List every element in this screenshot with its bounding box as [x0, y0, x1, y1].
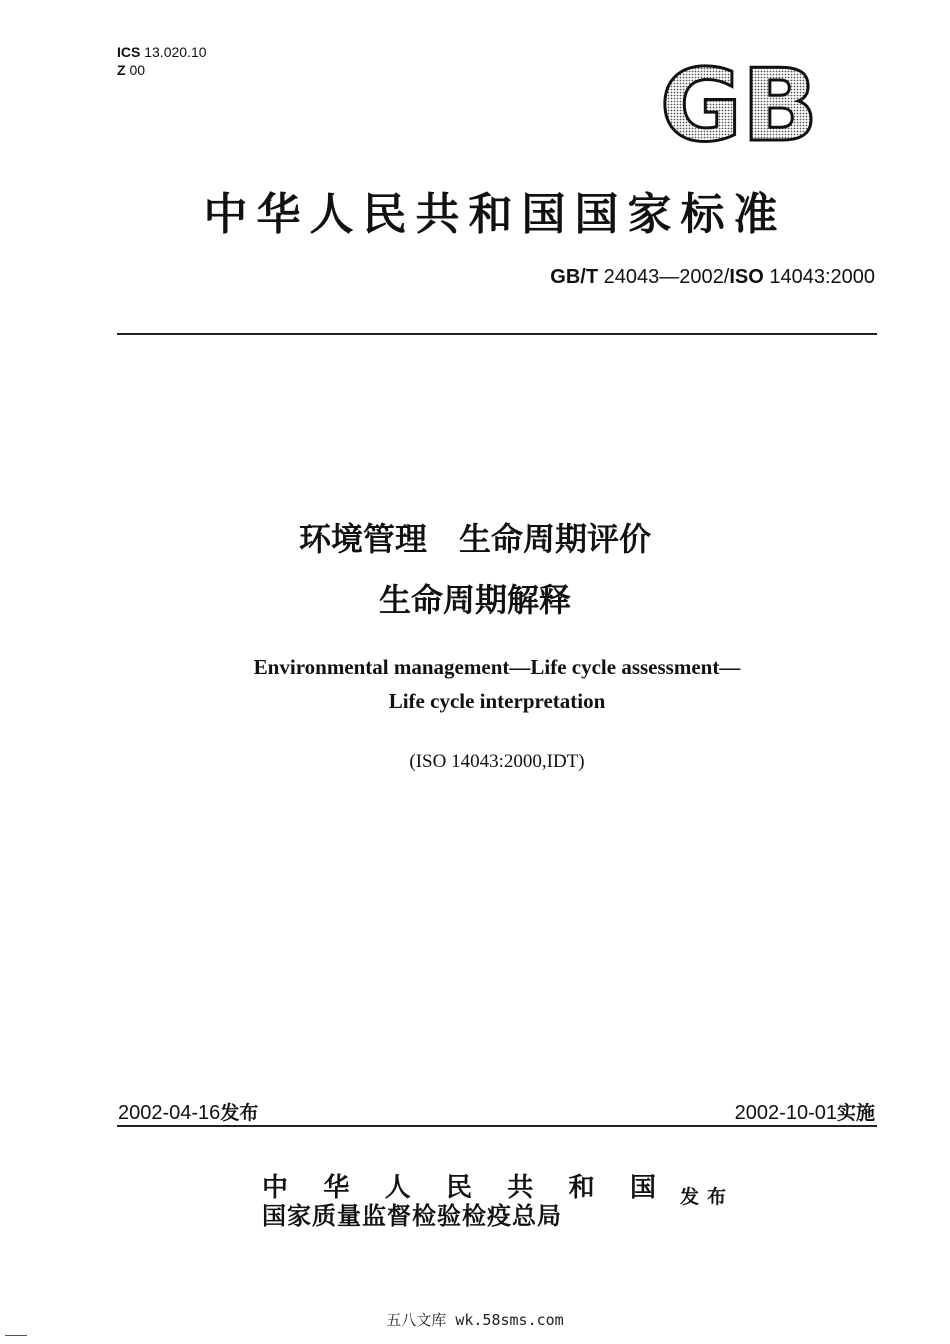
code-prefix: GB/T	[550, 266, 599, 288]
issuer-char: 华	[323, 1173, 350, 1203]
ics-label: ICS	[117, 44, 141, 60]
issuer-char: 共	[507, 1173, 534, 1203]
ics-code: 13.020.10	[144, 44, 207, 60]
implement-date	[735, 1098, 875, 1125]
ics-classification	[117, 43, 207, 79]
issuer-char: 中	[262, 1173, 289, 1203]
issuer-line2: 国家质量监督检验检疫总局	[262, 1202, 562, 1230]
implement-label: 实施	[836, 1102, 875, 1124]
publish-label: 发布	[220, 1102, 259, 1124]
standard-code	[550, 266, 875, 289]
title-cn-line1: 环境管理 生命周期评价	[298, 520, 651, 558]
iso-number: 14043:2000	[769, 266, 875, 288]
standard-org-title: 中华人民共和国国家标准	[203, 189, 787, 240]
code-number: 24043—2002/	[603, 266, 730, 288]
publish-date	[118, 1098, 258, 1125]
publish-date-value: 2002-04-16	[118, 1102, 221, 1124]
issuer-char: 民	[445, 1173, 472, 1203]
gb-logo-text: GB	[659, 58, 819, 150]
issuer-char: 国	[629, 1173, 656, 1203]
title-en-line1: Environmental management—Life cycle assessment—	[253, 655, 741, 679]
implement-date-value: 2002-10-01	[734, 1102, 837, 1124]
iso-equivalence: (ISO 14043:2000,IDT)	[409, 751, 585, 772]
issuer-char: 和	[568, 1173, 595, 1203]
corner-scan-mark	[5, 1329, 27, 1336]
issuer-char: 人	[384, 1173, 411, 1203]
iso-prefix: ISO	[729, 266, 764, 288]
z-label: Z	[117, 62, 126, 78]
site-watermark: 五八文库 wk.58sms.com	[386, 1311, 564, 1329]
title-en-line2: Life cycle interpretation	[388, 689, 606, 713]
title-cn-line2: 生命周期解释	[378, 581, 571, 619]
bottom-divider	[117, 1125, 877, 1127]
issue-verb: 发布	[680, 1186, 735, 1208]
top-divider	[117, 333, 877, 335]
gb-logo	[655, 58, 823, 150]
z-code: 00	[129, 62, 146, 78]
